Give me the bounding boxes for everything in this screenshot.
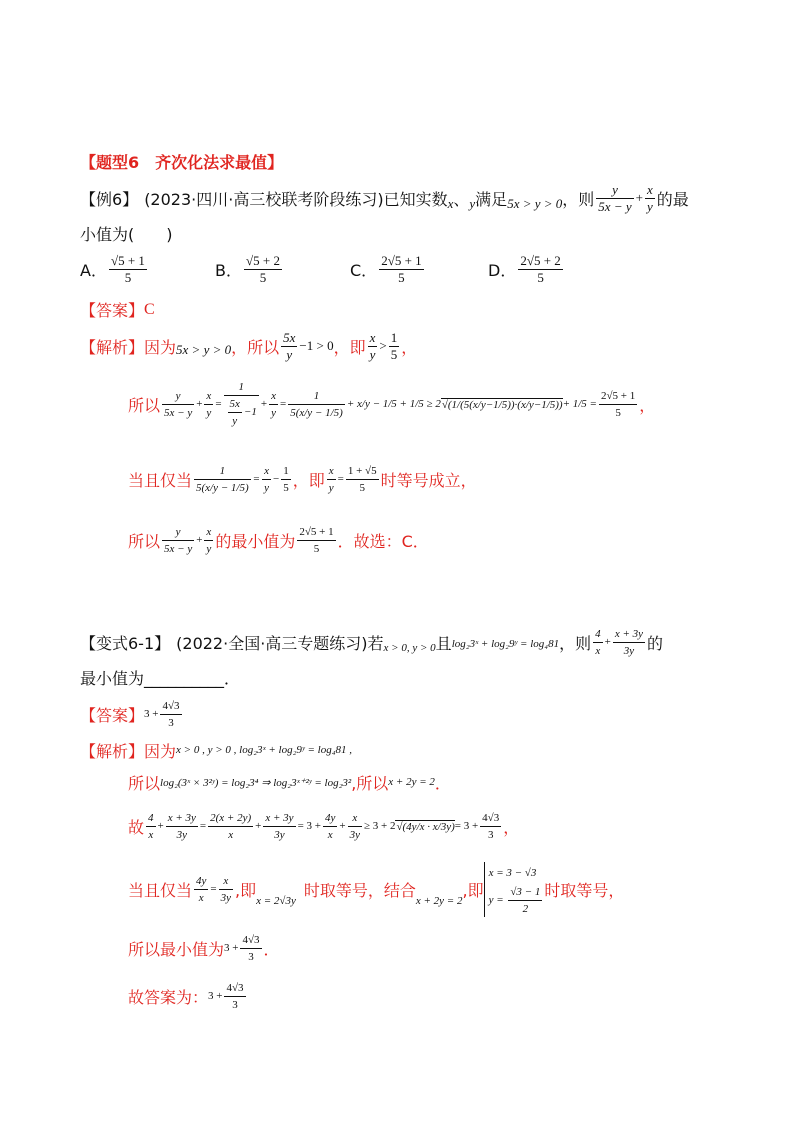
section-title: 【题型6 齐次化法求最值】 [80,153,284,172]
option-c: C． $\frac{2√5 + 1}{5}$ [350,252,422,285]
variant-analysis-1: 【解析】 因为 x > 0 , y > 0 , log₂3ˣ + log₂9ʸ = log₄81 , [80,741,353,761]
variant-analysis-4: 当且仅当 $\frac{4y}{x}$ = $\frac{x}{3y}$ ,即 x = 2√3y 时取等号，结合 x + 2y = 2 ,即 x = 3 − √3 y = $\frac{√3 - 1}{2}$ 时取等号， [128,858,624,920]
stem-text: ，则 [562,189,595,209]
example-source: (2023·四川·高三校联考阶段练习) [144,189,384,209]
analysis-line-4: 所以 $\frac{y}{5x - y}$ + $\frac{x}{y}$ 的最小值为 $\frac{2√5 + 1}{5}$ ．故选：C． [128,525,429,555]
variant-analysis-3: 故 $\frac{4}{x}$ + $\frac{x + 3y}{3y}$ = $\frac{2(x + 2y)}{x}$ + $\frac{x + 3y}{3y}$ = 3 + $\frac{4y}{x}$ + $\frac{x}{3y}$ ≥ 3 + 2 √(4y/x · x/3y) = 3 + $\frac{4√3}{3}$ ， [128,811,520,841]
analysis-line-2: 所以 $\frac{y}{5x - y}$ + $\frac{x}{y}$ = 1 $\frac{5x}{y}$ −1 + $\frac{x}{y}$ = $\frac{1}{5(x/y - 1/5)}$ + x/y − 1/5 + 1/5 ≥ 2 √(1/(5(x/y−1/5))·(x/y−1/5)) + 1/5 = $\frac{2√5 + 1}{5}$ ， [128,381,656,427]
stem-text: 已知实数 [383,189,448,209]
variant-stem: 【变式6-1】 (2022·全国·高三专题练习) 若 x > 0, y > 0 且 log₂3ˣ + log₂9ʸ = log₄81 ，则 $\frac{4}{x}$ + $\frac{x + 3y}{3y}$ 的 [80,627,664,657]
variant-stem-2: 最小值为 __________． [80,669,241,688]
analysis-line-1: 【解析】 因为 5x > y > 0 ，所以 $\frac{5x}{y}$ −1 > 0 ，即 $\frac{x}{y}$ > $\frac{1}{5}$ ， [80,329,418,362]
variant-analysis-5: 所以最小值为 3 + $\frac{4√3}{3}$ ． [128,933,280,963]
example-6-stem: 【例6】 (2023·四川·高三校联考阶段练习) 已知实数 x 、 y 满足 5x > y > 0 ，则 $\frac{y}{5x - y}$ + $\frac{x}{y}$ 的最 [80,181,689,214]
variant-analysis-6: 故答案为： 3 + $\frac{4√3}{3}$ [128,981,244,1011]
example-label: 【例6】 [80,189,139,209]
stem-text: 的最 [656,189,689,209]
variant-answer: 【答案】 3 + $\frac{4√3}{3}$ [80,699,180,729]
stem-line-2: 小值为( ) [80,225,173,244]
fraction: $\frac{y}{5x - y}$ [598,181,632,214]
var-x: x [447,196,454,211]
option-d: D． $\frac{2√5 + 2}{5}$ [488,252,561,285]
example-answer: 【答案】 C [80,300,155,320]
condition-expr: 5x > y > 0 [507,196,563,211]
variant-label: 【变式6-1】 [80,633,171,653]
analysis-line-3: 当且仅当 $\frac{1}{5(x/y - 1/5)}$ = $\frac{x}{y}$ − $\frac{1}{5}$ ，即 $\frac{x}{y}$ = $\frac{1 + √5}{5}$ 时等号成立， [128,464,477,494]
stem-text: 满足 [475,189,508,209]
var-y: y [469,196,476,211]
variant-analysis-2: 所以 log₂(3ˣ × 3²ʸ) = log₂3⁴ ⇒ log₂3ˣ⁺²ʸ = log₂3² ,所以 x + 2y = 2 ． [128,773,451,793]
stem-sep: 、 [453,189,470,209]
option-b: B． $\frac{√5 + 2}{5}$ [215,252,280,285]
fraction: $\frac{x}{y}$ [646,181,653,214]
option-a: A． $\frac{√5 + 1}{5}$ [80,252,145,285]
